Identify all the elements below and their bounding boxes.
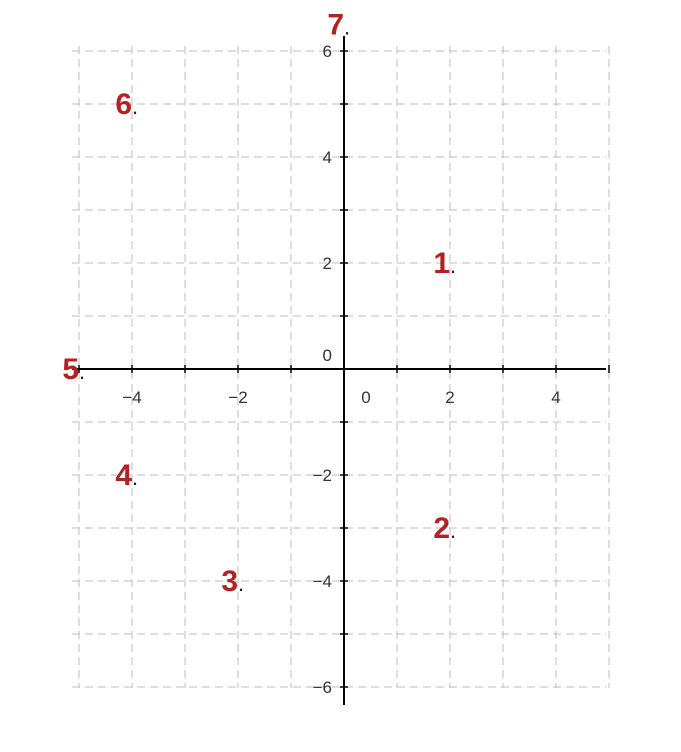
y-tick-label: −4 [312, 572, 332, 591]
y-tick-label: 0 [322, 346, 332, 365]
point-marker: . [238, 571, 245, 596]
point-marker: . [79, 359, 86, 384]
point-number: 5 [62, 353, 79, 386]
x-tick-label: 4 [551, 388, 561, 407]
point-label [62, 353, 85, 386]
axes [72, 36, 609, 705]
point-marker: . [344, 14, 351, 40]
point-label [433, 512, 456, 545]
point-marker: . [132, 94, 139, 119]
x-tick-label: 2 [445, 388, 455, 407]
y-tick-label: 6 [322, 42, 332, 61]
point-number: 2 [433, 512, 450, 545]
point-labels [62, 9, 456, 599]
point-marker: . [132, 465, 139, 490]
x-tick-label: −2 [228, 388, 248, 407]
y-tick-label: −2 [312, 466, 332, 485]
point-marker: . [450, 518, 457, 543]
point-number: 7 [327, 8, 344, 42]
point-label [115, 459, 138, 492]
y-tick-label: 4 [322, 148, 332, 167]
point-number: 4 [115, 459, 132, 492]
point-label [433, 247, 456, 280]
point-number: 6 [115, 88, 132, 121]
point-label [115, 88, 138, 121]
point-marker: . [450, 253, 457, 278]
grid [72, 46, 609, 688]
y-tick-label: 2 [322, 254, 332, 273]
point-label [327, 9, 350, 42]
point-number: 3 [221, 565, 238, 598]
x-tick-label: −4 [122, 388, 142, 407]
x-tick-label: 0 [361, 388, 371, 407]
point-label [221, 565, 244, 598]
y-tick-label: −6 [312, 678, 332, 697]
point-number: 1 [433, 247, 450, 280]
